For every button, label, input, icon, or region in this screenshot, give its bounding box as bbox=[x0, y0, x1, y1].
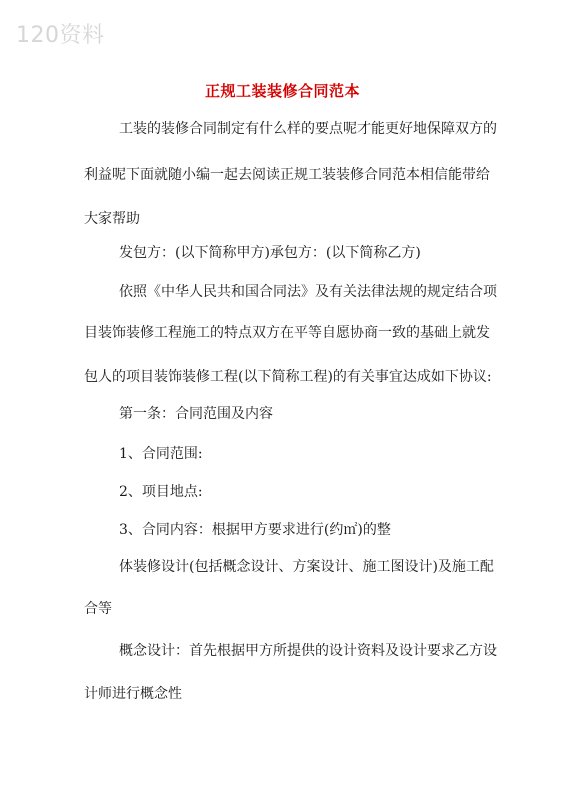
paragraph-line-5: 依照《中华人民共和国合同法》及有关法律法规的规定结合项 bbox=[119, 284, 497, 300]
paragraph-line-3: 大家帮助 bbox=[84, 211, 140, 227]
paragraph-line-14: 概念设计：首先根据甲方所提供的设计资料及设计要求乙方设 bbox=[119, 643, 497, 659]
paragraph-line-2: 利益呢下面就随小编一起去阅读正规工装装修合同范本相信能带给 bbox=[84, 167, 490, 183]
paragraph-line-8: 第一条：合同范围及内容 bbox=[119, 406, 273, 422]
paragraph-line-15: 计师进行概念性 bbox=[84, 686, 182, 702]
paragraph-line-9: 1、合同范围: bbox=[119, 446, 203, 462]
paragraph-line-11: 3、合同内容：根据甲方要求进行(约㎡)的整 bbox=[119, 522, 391, 538]
paragraph-line-12: 体装修设计(包括概念设计、方案设计、施工图设计)及施工配 bbox=[119, 559, 494, 575]
document-title: 正规工装装修合同范本 bbox=[204, 82, 360, 100]
watermark-logo: 120资料 bbox=[16, 23, 105, 48]
paragraph-line-6: 目装饰装修工程施工的特点双方在平等自愿协商一致的基础上就发 bbox=[84, 325, 490, 341]
paragraph-line-7: 包人的项目装饰装修工程(以下简称工程)的有关事宜达成如下协议: bbox=[84, 369, 492, 385]
paragraph-line-13: 合等 bbox=[84, 601, 112, 617]
paragraph-line-10: 2、项目地点: bbox=[119, 484, 203, 500]
paragraph-line-1: 工装的装修合同制定有什么样的要点呢才能更好地保障双方的 bbox=[119, 121, 497, 137]
paragraph-line-4: 发包方：(以下简称甲方)承包方：(以下简称乙方) bbox=[119, 245, 421, 261]
